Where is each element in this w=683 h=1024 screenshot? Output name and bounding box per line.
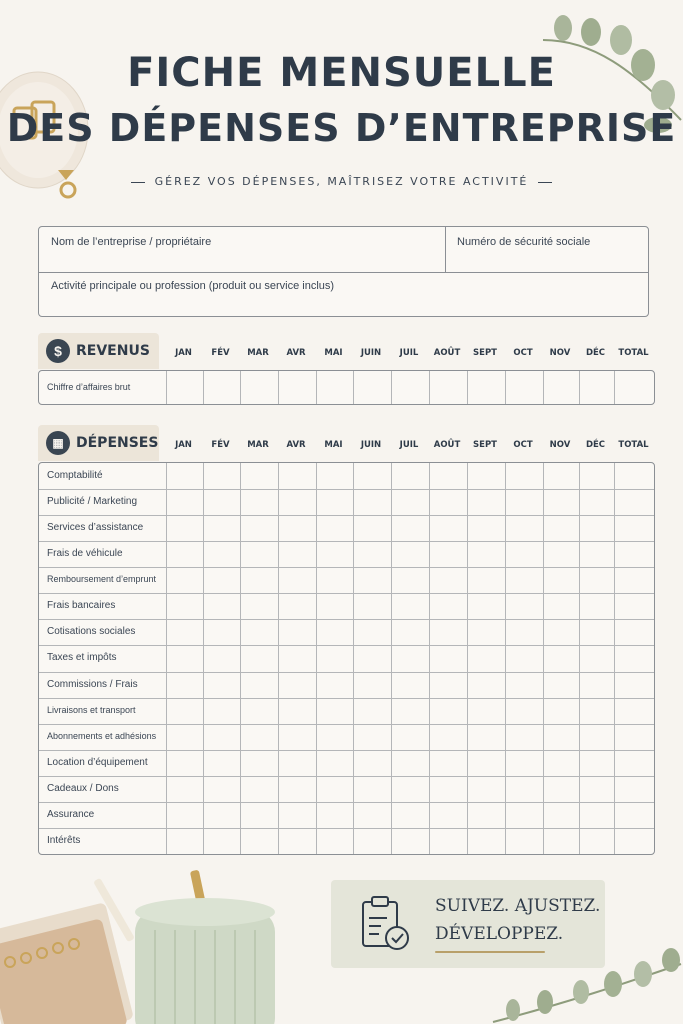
- column-divider: [278, 463, 279, 854]
- table-row: [39, 698, 654, 725]
- promo-line1: SUIVEZ. AJUSTEZ.: [435, 896, 601, 916]
- month-header-12: TOTAL: [618, 440, 649, 450]
- desk-supplies-decoration: [0, 870, 280, 1024]
- activity-field[interactable]: Activité principale ou profession (produit ou service inclus): [51, 280, 335, 292]
- row-label: Cotisations sociales: [47, 626, 136, 638]
- row-label: Assurance: [47, 808, 95, 820]
- column-divider: [429, 463, 430, 854]
- column-divider: [505, 371, 506, 404]
- column-divider: [353, 371, 354, 404]
- month-header-5: JUIN: [360, 348, 382, 358]
- row-label: Intérêts: [47, 834, 81, 846]
- month-header-1: FÉV: [211, 348, 230, 358]
- business-info-form: [38, 226, 649, 317]
- column-divider: [203, 371, 204, 404]
- month-header-11: DÉC: [585, 348, 606, 358]
- column-divider: [278, 371, 279, 404]
- month-header-9: OCT: [513, 348, 533, 358]
- table-row: [39, 750, 654, 777]
- month-header-6: JUIL: [399, 440, 419, 450]
- row-label: Comptabilité: [47, 470, 103, 482]
- table-row: [39, 463, 654, 490]
- month-header-4: MAI: [324, 440, 343, 450]
- month-header-2: MAR: [247, 440, 269, 450]
- month-header-7: AOÛT: [433, 348, 461, 358]
- table-row: [39, 776, 654, 803]
- month-header-9: OCT: [513, 440, 533, 450]
- table-row: [39, 619, 654, 646]
- month-header-10: NOV: [549, 440, 571, 450]
- company-name-field[interactable]: Nom de l’entreprise / propriétaire: [51, 236, 212, 248]
- revenue-table: [38, 370, 655, 405]
- promo-line2: DÉVELOPPEZ.: [435, 924, 564, 944]
- column-divider: [467, 371, 468, 404]
- month-header-10: NOV: [549, 348, 571, 358]
- month-header-0: JAN: [175, 348, 192, 358]
- row-label: Services d’assistance: [47, 522, 144, 534]
- column-divider: [316, 463, 317, 854]
- month-header-3: AVR: [286, 440, 306, 450]
- table-row: [39, 593, 654, 620]
- table-row: [39, 802, 654, 829]
- column-divider: [543, 463, 544, 854]
- month-header-4: MAI: [324, 348, 343, 358]
- revenue-section-header: [38, 333, 159, 369]
- page-title-line2: DES DÉPENSES D’ENTREPRISE: [6, 106, 677, 150]
- column-divider: [353, 463, 354, 854]
- row-label: Publicité / Marketing: [47, 496, 138, 508]
- column-divider: [505, 463, 506, 854]
- month-header-7: AOÛT: [433, 440, 461, 450]
- month-header-8: SEPT: [473, 348, 497, 358]
- month-header-6: JUIL: [399, 348, 419, 358]
- column-divider: [543, 371, 544, 404]
- column-divider: [391, 463, 392, 854]
- table-row: [39, 672, 654, 699]
- column-divider: [240, 463, 241, 854]
- eucalyptus-branch-bottom-decoration: [483, 944, 683, 1024]
- row-label: Cadeaux / Dons: [47, 782, 119, 794]
- column-divider: [240, 371, 241, 404]
- table-row: [39, 724, 654, 751]
- row-label: Frais de véhicule: [47, 548, 123, 560]
- row-label: Abonnements et adhésions: [47, 730, 157, 741]
- row-label: Chiffre d’affaires brut: [47, 381, 131, 392]
- month-header-0: JAN: [175, 440, 192, 450]
- column-divider: [316, 371, 317, 404]
- table-row: [39, 645, 654, 672]
- row-label: Taxes et impôts: [47, 652, 117, 664]
- ssn-field[interactable]: Numéro de sécurité sociale: [457, 236, 591, 248]
- row-label: Remboursement d’emprunt: [47, 574, 157, 585]
- month-header-1: FÉV: [211, 440, 230, 450]
- page-title-line1: FICHE MENSUELLE: [127, 50, 556, 96]
- table-row: [39, 515, 654, 542]
- expenses-month-header: [165, 440, 655, 460]
- expenses-title: DÉPENSES: [76, 435, 159, 451]
- column-divider: [614, 463, 615, 854]
- table-row: [39, 489, 654, 516]
- column-divider: [614, 371, 615, 404]
- row-label: Livraisons et transport: [47, 704, 136, 715]
- month-header-11: DÉC: [585, 440, 606, 450]
- column-divider: [203, 463, 204, 854]
- column-divider: [391, 371, 392, 404]
- tagline: [0, 175, 683, 188]
- month-header-8: SEPT: [473, 440, 497, 450]
- table-row: [39, 567, 654, 594]
- row-label: Location d’équipement: [47, 756, 148, 768]
- month-header-3: AVR: [286, 348, 306, 358]
- tagline-text: GÉREZ VOS DÉPENSES, MAÎTRISEZ VOTRE ACTIVITÉ: [154, 175, 529, 188]
- column-divider: [166, 371, 167, 404]
- expenses-section-header: [38, 425, 159, 461]
- expenses-table: [38, 462, 655, 855]
- revenue-title: REVENUS: [76, 343, 150, 359]
- dollar-icon: $: [46, 339, 70, 363]
- clipboard-check-icon: [359, 894, 413, 954]
- revenue-month-header: [165, 348, 655, 368]
- row-label: Frais bancaires: [47, 600, 116, 612]
- month-header-2: MAR: [247, 348, 269, 358]
- column-divider: [429, 371, 430, 404]
- column-divider: [579, 371, 580, 404]
- row-label: Commissions / Frais: [47, 678, 138, 690]
- month-header-5: JUIN: [360, 440, 382, 450]
- column-divider: [579, 463, 580, 854]
- table-row: [39, 828, 654, 854]
- month-header-12: TOTAL: [618, 348, 649, 358]
- column-divider: [166, 463, 167, 854]
- calculator-icon: ▦: [46, 431, 70, 455]
- table-row: [39, 541, 654, 568]
- column-divider: [467, 463, 468, 854]
- table-row: [39, 371, 654, 404]
